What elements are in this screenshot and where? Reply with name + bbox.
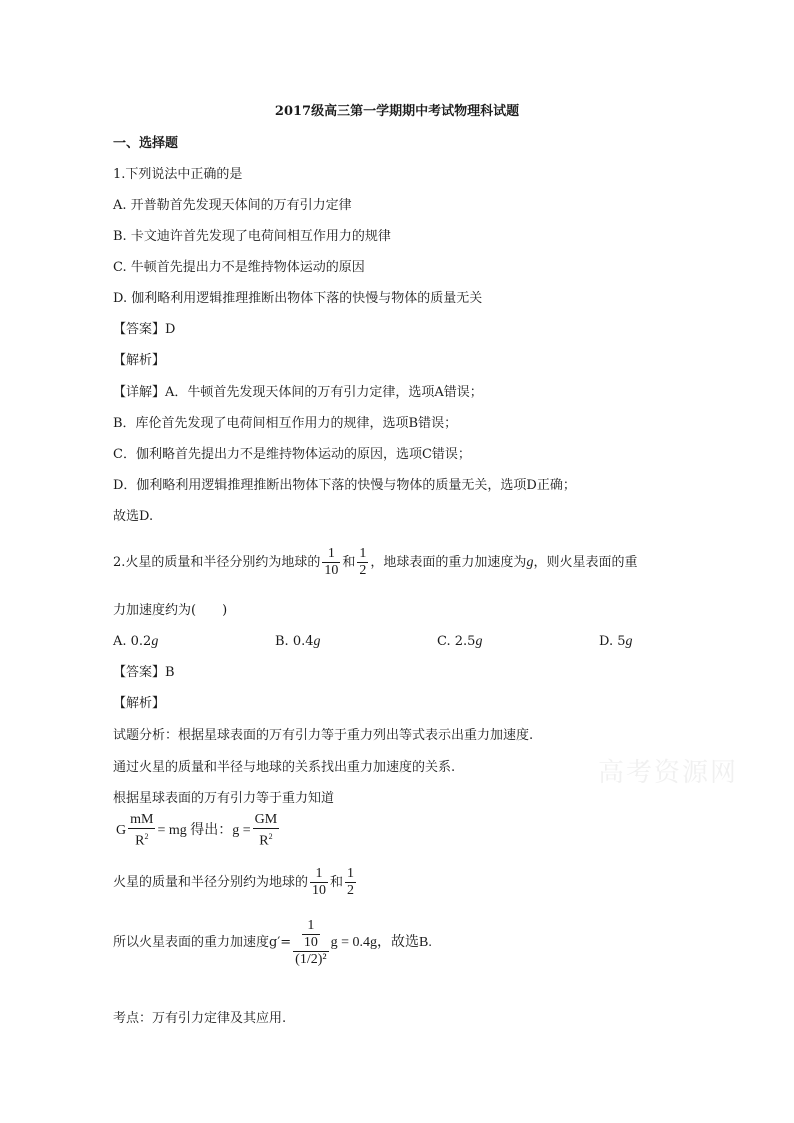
q1-detail-d: D．伽利略利用逻辑推理推断出物体下落的快慢与物体的质量无关，选项D正确； bbox=[113, 478, 576, 493]
fraction-one-half: $\frac{1}{2}$ bbox=[359, 546, 367, 578]
section-heading: 一、选择题 bbox=[113, 136, 179, 151]
q1-option-d: D. 伽利略利用逻辑推理推断出物体下落的快慢与物体的质量无关 bbox=[113, 291, 483, 306]
q2-analysis-1: 试题分析：根据星球表面的万有引力等于重力列出等式表示出重力加速度. bbox=[113, 728, 534, 743]
equation-gravity: G $\frac{mM}{R^2}$ = mg 得出：g = $\frac{GM}{R^2}$ bbox=[116, 812, 278, 849]
q2-analysis-3: 根据星球表面的万有引力等于重力知道 bbox=[113, 791, 335, 806]
q2-option-a: A. 0.2g bbox=[113, 634, 159, 649]
q1-option-b: B. 卡文迪许首先发现了电荷间相互作用力的规律 bbox=[113, 229, 391, 244]
q1-detail-b: B．库伦首先发现了电荷间相互作用力的规律，选项B错误； bbox=[113, 416, 458, 431]
watermark: 高考资源网 bbox=[598, 758, 739, 788]
q2-stem-line2: 力加速度约为( ) bbox=[113, 603, 228, 618]
q2-analysis-6: 所以火星表面的重力加速度g′= $\frac{\frac{1}{10}}{\text{(1/2)²}}$ g = 0.4g，故选B. bbox=[113, 918, 432, 967]
q1-option-c: C. 牛顿首先提出力不是维持物体运动的原因 bbox=[113, 260, 365, 275]
q2-kaodian: 考点：万有引力定律及其应用. bbox=[113, 1011, 287, 1026]
compound-fraction: $\frac{\frac{1}{10}}{\text{(1/2)²}}$ bbox=[295, 918, 327, 967]
exam-title: 2017级高三第一学期期中考试物理科试题 bbox=[274, 104, 520, 119]
q2-analysis-heading: 【解析】 bbox=[113, 696, 166, 711]
q2-option-c: C. 2.5g bbox=[437, 634, 483, 649]
q1-detail-a: 【详解】A．牛顿首先发现天体间的万有引力定律，选项A错误； bbox=[113, 385, 483, 400]
q2-option-b: B. 0.4g bbox=[275, 634, 321, 649]
q1-stem: 1.下列说法中正确的是 bbox=[113, 167, 243, 182]
q1-detail-c: C．伽利略首先提出力不是维持物体运动的原因，选项C错误； bbox=[113, 447, 471, 462]
q2-option-d: D. 5g bbox=[599, 634, 633, 649]
q2-answer: 【答案】B bbox=[113, 665, 175, 680]
q1-option-a: A. 开普勒首先发现天体间的万有引力定律 bbox=[113, 198, 352, 213]
q1-answer: 【答案】D bbox=[113, 322, 176, 337]
q1-conclusion: 故选D. bbox=[113, 509, 154, 524]
q2-analysis-5: 火星的质量和半径分别约为地球的 $\frac{1}{10}$ 和 $\frac{1}{2}$ bbox=[113, 866, 355, 898]
fraction-one-tenth: $\frac{1}{10}$ bbox=[324, 546, 339, 578]
q2-analysis-2: 通过火星的质量和半径与地球的关系找出重力加速度的关系. bbox=[113, 760, 456, 775]
q1-analysis-heading: 【解析】 bbox=[113, 353, 166, 368]
q2-stem-pre: 2.火星的质量和半径分别约为地球的 bbox=[113, 555, 321, 570]
q2-stem-line1: 2.火星的质量和半径分别约为地球的 $\frac{1}{10}$ 和 $\frac{1}{2}$ ，地球表面的重力加速度为g，则火星表面的重 bbox=[113, 546, 638, 578]
